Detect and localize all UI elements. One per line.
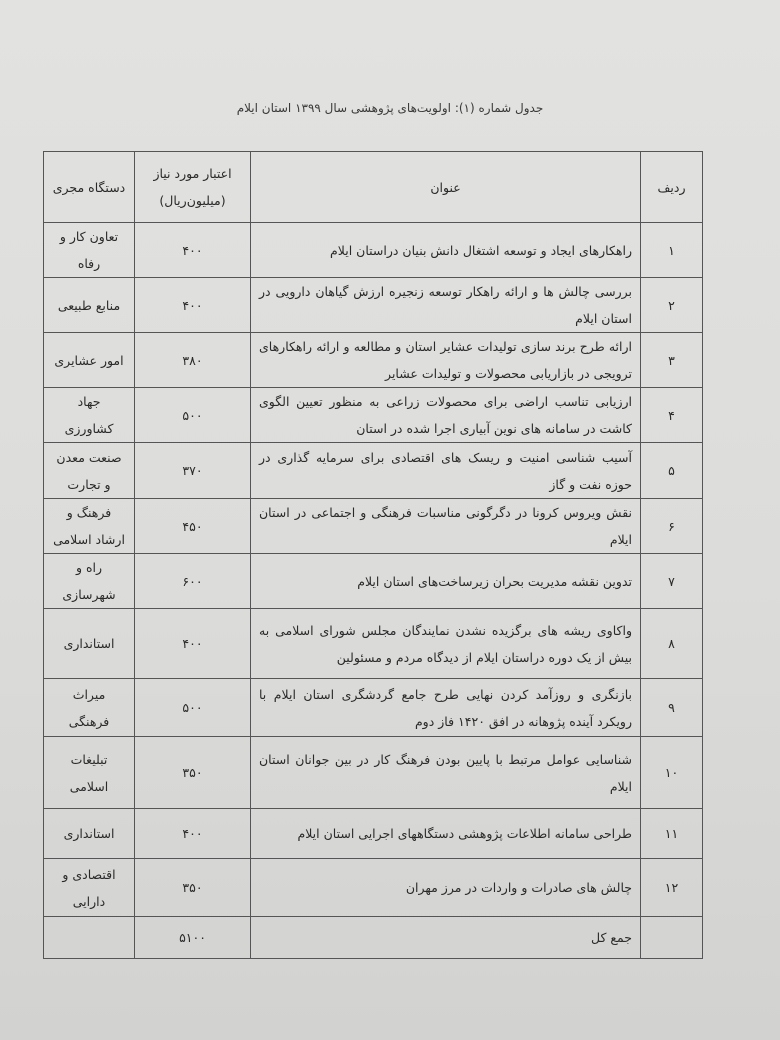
total-label: جمع کل <box>251 917 641 959</box>
row-org: جهاد کشاورزی <box>44 388 135 443</box>
row-title: آسیب شناسی امنیت و ریسک های اقتصادی برای سرمایه گذاری در حوزه نفت و گاز <box>251 443 641 499</box>
row-budget: ۴۰۰ <box>135 609 251 679</box>
row-budget: ۵۰۰ <box>135 388 251 443</box>
table-caption: جدول شماره (۱): اولویت‌های پژوهشی سال ۱۳۹۹ استان ایلام <box>236 101 544 115</box>
total-radif-empty <box>641 917 703 959</box>
table-row <box>44 809 703 859</box>
row-org: استانداری <box>44 809 135 859</box>
table-row <box>44 679 703 737</box>
row-org: اقتصادی و دارایی <box>44 859 135 917</box>
row-title: بررسی چالش ها و ارائه راهکار توسعه زنجیره ارزش گیاهان دارویی در استان ایلام <box>251 278 641 333</box>
table-row <box>44 388 703 443</box>
row-title: راهکارهای ایجاد و توسعه اشتغال دانش بنیان دراستان ایلام <box>251 223 641 278</box>
row-title: شناسایی عوامل مرتبط با پایین بودن فرهنگ کار در بین جوانان استان ایلام <box>251 737 641 809</box>
row-org: امور عشایری <box>44 333 135 388</box>
row-budget: ۴۰۰ <box>135 809 251 859</box>
row-budget: ۳۵۰ <box>135 859 251 917</box>
row-budget: ۳۵۰ <box>135 737 251 809</box>
row-radif: ۱۰ <box>641 737 703 809</box>
header-title: عنوان <box>251 152 641 223</box>
header-org: دستگاه مجری <box>44 152 135 223</box>
row-budget: ۳۷۰ <box>135 443 251 499</box>
table-row <box>44 333 703 388</box>
row-radif: ۵ <box>641 443 703 499</box>
priorities-table <box>43 151 703 959</box>
header-budget-line2: (میلیون‌ریال) <box>159 193 226 208</box>
total-row <box>44 917 703 959</box>
row-org: تعاون کار و رفاه <box>44 223 135 278</box>
row-radif: ۱۱ <box>641 809 703 859</box>
table-row <box>44 499 703 554</box>
row-budget: ۴۰۰ <box>135 223 251 278</box>
header-radif: ردیف <box>641 152 703 223</box>
table-row <box>44 859 703 917</box>
row-org: فرهنگ و ارشاد اسلامی <box>44 499 135 554</box>
table-row <box>44 609 703 679</box>
table-row <box>44 737 703 809</box>
row-radif: ۱ <box>641 223 703 278</box>
row-org: صنعت معدن و تجارت <box>44 443 135 499</box>
table-row <box>44 554 703 609</box>
row-title: نقش ویروس کرونا در دگرگونی مناسبات فرهنگی و اجتماعی در استان ایلام <box>251 499 641 554</box>
row-title: ارزیابی تناسب اراضی برای محصولات زراعی به منظور تعیین الگوی کاشت در سامانه های نوین آبیاری اجرا شده در استان <box>251 388 641 443</box>
row-org: راه و شهرسازی <box>44 554 135 609</box>
row-budget: ۴۵۰ <box>135 499 251 554</box>
row-title: واکاوی ریشه های برگزیده نشدن نمایندگان مجلس شورای اسلامی به بیش از یک دوره دراستان ایلام از دیدگاه مردم و مسئولین <box>251 609 641 679</box>
row-title: چالش های صادرات و واردات در مرز مهران <box>251 859 641 917</box>
row-radif: ۷ <box>641 554 703 609</box>
row-org: منابع طبیعی <box>44 278 135 333</box>
table-row <box>44 223 703 278</box>
row-budget: ۶۰۰ <box>135 554 251 609</box>
header-budget-line1: اعتبار مورد نیاز <box>153 166 232 181</box>
row-radif: ۱۲ <box>641 859 703 917</box>
row-title: ارائه طرح برند سازی تولیدات عشایر استان و مطالعه و ارائه راهکارهای ترویجی در بازاریابی محصولات و تولیدات عشایر <box>251 333 641 388</box>
table-row <box>44 443 703 499</box>
row-budget: ۳۸۰ <box>135 333 251 388</box>
row-title: طراحی سامانه اطلاعات پژوهشی دستگاههای اجرایی استان ایلام <box>251 809 641 859</box>
row-radif: ۹ <box>641 679 703 737</box>
row-title: تدوین نقشه مدیریت بحران زیرساخت‌های استان ایلام <box>251 554 641 609</box>
row-radif: ۸ <box>641 609 703 679</box>
row-org: استانداری <box>44 609 135 679</box>
table-row <box>44 278 703 333</box>
total-org-empty <box>44 917 135 959</box>
row-org: میراث فرهنگی <box>44 679 135 737</box>
table-header-row <box>44 152 703 223</box>
total-budget: ۵۱۰۰ <box>135 917 251 959</box>
header-budget <box>135 152 251 223</box>
row-radif: ۶ <box>641 499 703 554</box>
row-radif: ۲ <box>641 278 703 333</box>
row-budget: ۴۰۰ <box>135 278 251 333</box>
row-radif: ۴ <box>641 388 703 443</box>
row-org: تبلیغات اسلامی <box>44 737 135 809</box>
row-title: بازنگری و روزآمد کردن نهایی طرح جامع گردشگری استان ایلام با رویکرد آینده پژوهانه در افق ۱۴۲۰ فاز دوم <box>251 679 641 737</box>
row-radif: ۳ <box>641 333 703 388</box>
row-budget: ۵۰۰ <box>135 679 251 737</box>
